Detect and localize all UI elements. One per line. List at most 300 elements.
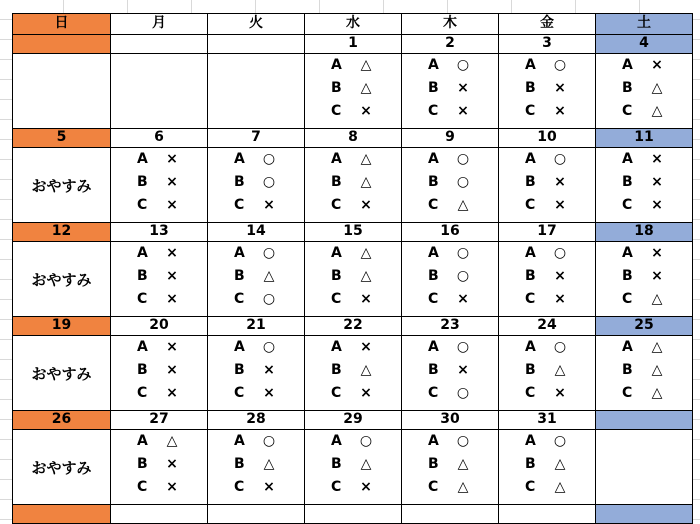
availability-mark: × <box>360 385 372 401</box>
availability-entry <box>402 430 498 453</box>
availability-entry <box>305 453 401 476</box>
availability-mark: ○ <box>553 151 567 167</box>
availability-entry <box>596 148 692 171</box>
availability-mark: × <box>166 385 178 401</box>
date-cell: 16 <box>402 223 499 242</box>
slot-label: A <box>331 339 342 355</box>
weekday-header: 月 <box>111 14 208 35</box>
availability-mark: △ <box>360 268 372 284</box>
availability-entry <box>499 359 595 382</box>
availability-entry <box>305 265 401 288</box>
availability-mark: ○ <box>553 57 567 73</box>
availability-entry <box>402 359 498 382</box>
slot-label: B <box>331 362 342 378</box>
slot-label: B <box>331 456 342 472</box>
day-schedule-cell <box>208 148 305 223</box>
day-off-label: おやすみ <box>31 270 92 289</box>
date-cell <box>13 505 111 524</box>
availability-entry <box>208 336 304 359</box>
day-schedule-cell <box>305 336 402 411</box>
availability-mark: × <box>360 339 372 355</box>
slot-label: C <box>331 197 342 213</box>
slot-label: B <box>622 174 633 190</box>
availability-entry <box>208 359 304 382</box>
date-row <box>13 223 693 242</box>
day-schedule-cell <box>111 336 208 411</box>
slot-label: C <box>234 197 245 213</box>
availability-mark: × <box>360 291 372 307</box>
slot-label: A <box>525 433 536 449</box>
schedule-row <box>13 242 693 317</box>
slot-label: A <box>137 433 148 449</box>
day-off-label: おやすみ <box>31 458 92 477</box>
availability-entry <box>305 54 401 77</box>
availability-entry <box>305 100 401 123</box>
day-schedule-cell <box>111 430 208 505</box>
availability-entry <box>111 288 207 311</box>
availability-entry <box>208 288 304 311</box>
day-off-label: おやすみ <box>31 364 92 383</box>
availability-mark: × <box>554 268 566 284</box>
slot-label: C <box>622 197 633 213</box>
slot-label: A <box>137 151 148 167</box>
availability-mark: ○ <box>262 339 276 355</box>
day-schedule-cell <box>305 430 402 505</box>
availability-entry <box>499 77 595 100</box>
availability-entry <box>208 382 304 405</box>
slot-label: B <box>622 268 633 284</box>
slot-label: B <box>234 456 245 472</box>
slot-label: A <box>428 245 439 261</box>
availability-mark: △ <box>360 362 372 378</box>
availability-mark: × <box>166 174 178 190</box>
date-cell: 10 <box>499 129 596 148</box>
availability-mark: △ <box>651 291 663 307</box>
slot-label: C <box>428 385 439 401</box>
slot-label: C <box>525 479 536 495</box>
day-schedule-cell <box>208 336 305 411</box>
date-cell: 18 <box>596 223 693 242</box>
slot-label: B <box>234 174 245 190</box>
availability-entry <box>499 288 595 311</box>
schedule-row <box>13 430 693 505</box>
availability-entry <box>208 171 304 194</box>
availability-entry <box>596 336 692 359</box>
availability-mark: △ <box>651 103 663 119</box>
slot-label: B <box>137 174 148 190</box>
availability-mark: × <box>263 479 275 495</box>
day-schedule-cell <box>402 430 499 505</box>
day-schedule-cell <box>596 336 693 411</box>
date-row <box>13 505 693 524</box>
date-cell: 14 <box>208 223 305 242</box>
availability-entry <box>111 194 207 217</box>
availability-entry <box>111 359 207 382</box>
availability-entry <box>402 288 498 311</box>
availability-mark: × <box>554 103 566 119</box>
date-cell <box>111 35 208 54</box>
slot-label: C <box>331 479 342 495</box>
availability-mark: ○ <box>456 245 470 261</box>
slot-label: A <box>137 339 148 355</box>
availability-mark: △ <box>554 456 566 472</box>
day-schedule-cell <box>499 430 596 505</box>
slot-label: C <box>428 291 439 307</box>
availability-entry <box>111 336 207 359</box>
availability-entry <box>305 148 401 171</box>
availability-entry <box>208 453 304 476</box>
slot-label: C <box>525 291 536 307</box>
slot-label: B <box>331 268 342 284</box>
weekday-header: 木 <box>402 14 499 35</box>
availability-entry <box>402 453 498 476</box>
availability-mark: △ <box>457 479 469 495</box>
availability-mark: ○ <box>456 151 470 167</box>
availability-entry <box>402 77 498 100</box>
day-schedule-cell <box>402 336 499 411</box>
availability-entry <box>111 382 207 405</box>
availability-mark: × <box>166 245 178 261</box>
slot-label: C <box>525 385 536 401</box>
availability-entry <box>111 453 207 476</box>
date-cell: 15 <box>305 223 402 242</box>
day-schedule-cell <box>111 242 208 317</box>
availability-entry <box>499 148 595 171</box>
slot-label: B <box>137 268 148 284</box>
slot-label: C <box>428 479 439 495</box>
slot-label: A <box>331 151 342 167</box>
date-cell: 31 <box>499 411 596 430</box>
availability-mark: × <box>651 174 663 190</box>
slot-label: B <box>525 80 536 96</box>
availability-mark: △ <box>457 456 469 472</box>
availability-mark: △ <box>166 433 178 449</box>
availability-entry <box>499 194 595 217</box>
slot-label: B <box>234 268 245 284</box>
slot-label: A <box>622 245 633 261</box>
availability-entry <box>499 265 595 288</box>
availability-entry <box>208 265 304 288</box>
availability-mark: ○ <box>262 433 276 449</box>
availability-mark: × <box>554 385 566 401</box>
weekday-header-row <box>13 14 693 35</box>
slot-label: C <box>331 103 342 119</box>
availability-entry <box>499 476 595 499</box>
availability-mark: ○ <box>262 151 276 167</box>
slot-label: A <box>428 57 439 73</box>
weekday-header: 土 <box>596 14 693 35</box>
availability-mark: × <box>263 385 275 401</box>
availability-entry <box>111 148 207 171</box>
date-cell: 9 <box>402 129 499 148</box>
availability-entry <box>305 194 401 217</box>
availability-mark: × <box>166 197 178 213</box>
availability-mark: × <box>360 197 372 213</box>
availability-entry <box>499 430 595 453</box>
slot-label: A <box>234 339 245 355</box>
date-cell: 1 <box>305 35 402 54</box>
availability-entry <box>402 100 498 123</box>
availability-entry <box>111 476 207 499</box>
availability-entry <box>208 242 304 265</box>
date-cell <box>499 505 596 524</box>
availability-entry <box>305 359 401 382</box>
availability-entry <box>596 194 692 217</box>
slot-label: C <box>137 479 148 495</box>
day-off-label: おやすみ <box>31 176 92 195</box>
availability-mark: △ <box>263 456 275 472</box>
date-cell: 19 <box>13 317 111 336</box>
date-row <box>13 411 693 430</box>
date-cell: 12 <box>13 223 111 242</box>
date-cell: 7 <box>208 129 305 148</box>
slot-label: A <box>234 433 245 449</box>
slot-label: B <box>525 174 536 190</box>
slot-label: C <box>137 291 148 307</box>
slot-label: C <box>428 103 439 119</box>
availability-mark: ○ <box>262 174 276 190</box>
day-schedule-cell <box>13 430 111 505</box>
availability-entry <box>305 77 401 100</box>
slot-label: A <box>622 57 633 73</box>
availability-mark: × <box>651 57 663 73</box>
day-schedule-cell <box>111 54 208 129</box>
slot-label: A <box>622 151 633 167</box>
availability-entry <box>402 148 498 171</box>
availability-mark: × <box>554 291 566 307</box>
day-schedule-cell <box>499 242 596 317</box>
availability-mark: × <box>360 479 372 495</box>
availability-mark: △ <box>263 268 275 284</box>
day-schedule-cell <box>305 148 402 223</box>
date-cell: 3 <box>499 35 596 54</box>
date-cell <box>111 505 208 524</box>
availability-mark: ○ <box>456 433 470 449</box>
day-schedule-cell <box>499 54 596 129</box>
availability-entry <box>402 54 498 77</box>
availability-mark: × <box>166 151 178 167</box>
availability-entry <box>305 336 401 359</box>
slot-label: B <box>428 268 439 284</box>
calendar-grid <box>13 14 693 524</box>
slot-label: A <box>331 245 342 261</box>
availability-entry <box>596 382 692 405</box>
availability-mark: ○ <box>553 245 567 261</box>
availability-entry <box>305 382 401 405</box>
slot-label: B <box>137 456 148 472</box>
availability-entry <box>111 242 207 265</box>
availability-mark: △ <box>651 339 663 355</box>
slot-label: C <box>525 197 536 213</box>
date-cell: 28 <box>208 411 305 430</box>
availability-mark: ○ <box>262 245 276 261</box>
slot-label: B <box>622 80 633 96</box>
slot-label: C <box>137 385 148 401</box>
date-row <box>13 35 693 54</box>
availability-mark: ○ <box>359 433 373 449</box>
availability-mark: × <box>457 362 469 378</box>
weekday-header: 水 <box>305 14 402 35</box>
availability-entry <box>596 77 692 100</box>
availability-mark: × <box>166 362 178 378</box>
availability-mark: × <box>457 80 469 96</box>
schedule-row <box>13 148 693 223</box>
availability-entry <box>499 382 595 405</box>
availability-entry <box>402 171 498 194</box>
date-row <box>13 317 693 336</box>
availability-mark: × <box>651 245 663 261</box>
date-row <box>13 129 693 148</box>
date-cell: 13 <box>111 223 208 242</box>
slot-label: B <box>428 80 439 96</box>
date-cell: 6 <box>111 129 208 148</box>
availability-entry <box>402 336 498 359</box>
availability-entry <box>596 100 692 123</box>
availability-mark: △ <box>457 197 469 213</box>
slot-label: B <box>331 174 342 190</box>
day-schedule-cell <box>499 336 596 411</box>
slot-label: C <box>622 103 633 119</box>
availability-mark: × <box>554 80 566 96</box>
day-schedule-cell <box>13 242 111 317</box>
availability-entry <box>208 194 304 217</box>
date-cell: 27 <box>111 411 208 430</box>
availability-entry <box>305 476 401 499</box>
date-cell: 17 <box>499 223 596 242</box>
availability-entry <box>596 288 692 311</box>
availability-entry <box>499 100 595 123</box>
availability-mark: × <box>651 268 663 284</box>
date-cell: 5 <box>13 129 111 148</box>
availability-mark: × <box>166 291 178 307</box>
weekday-header: 火 <box>208 14 305 35</box>
availability-entry <box>596 265 692 288</box>
slot-label: B <box>234 362 245 378</box>
date-cell: 26 <box>13 411 111 430</box>
day-schedule-cell <box>499 148 596 223</box>
availability-mark: ○ <box>456 174 470 190</box>
availability-entry <box>208 476 304 499</box>
availability-entry <box>111 171 207 194</box>
availability-mark: × <box>263 197 275 213</box>
availability-entry <box>596 54 692 77</box>
day-schedule-cell <box>596 54 693 129</box>
slot-label: A <box>234 151 245 167</box>
slot-label: A <box>234 245 245 261</box>
day-schedule-cell <box>111 148 208 223</box>
availability-entry <box>111 430 207 453</box>
availability-entry <box>402 242 498 265</box>
date-cell: 4 <box>596 35 693 54</box>
availability-mark: × <box>554 197 566 213</box>
day-schedule-cell <box>402 148 499 223</box>
availability-entry <box>402 382 498 405</box>
availability-entry <box>499 336 595 359</box>
slot-label: A <box>137 245 148 261</box>
slot-label: B <box>622 362 633 378</box>
availability-mark: × <box>166 456 178 472</box>
slot-label: C <box>331 291 342 307</box>
date-cell <box>305 505 402 524</box>
day-schedule-cell <box>305 54 402 129</box>
schedule-row <box>13 336 693 411</box>
availability-mark: ○ <box>553 339 567 355</box>
availability-mark: ○ <box>262 291 276 307</box>
slot-label: B <box>525 362 536 378</box>
availability-mark: ○ <box>456 385 470 401</box>
day-schedule-cell <box>208 54 305 129</box>
date-cell: 2 <box>402 35 499 54</box>
day-schedule-cell <box>596 430 693 505</box>
slot-label: C <box>234 291 245 307</box>
date-cell: 23 <box>402 317 499 336</box>
availability-entry <box>499 242 595 265</box>
slot-label: C <box>137 197 148 213</box>
day-schedule-cell <box>305 242 402 317</box>
availability-entry <box>596 171 692 194</box>
day-schedule-cell <box>402 242 499 317</box>
slot-label: B <box>331 80 342 96</box>
availability-mark: △ <box>651 385 663 401</box>
availability-entry <box>111 265 207 288</box>
availability-mark: × <box>263 362 275 378</box>
availability-entry <box>596 242 692 265</box>
availability-entry <box>305 171 401 194</box>
slot-label: A <box>331 433 342 449</box>
availability-mark: △ <box>360 245 372 261</box>
date-cell <box>208 35 305 54</box>
slot-label: A <box>622 339 633 355</box>
day-schedule-cell <box>402 54 499 129</box>
date-cell: 29 <box>305 411 402 430</box>
date-cell: 24 <box>499 317 596 336</box>
availability-entry <box>305 430 401 453</box>
availability-mark: ○ <box>456 268 470 284</box>
availability-mark: × <box>554 174 566 190</box>
availability-mark: △ <box>360 151 372 167</box>
availability-entry <box>499 171 595 194</box>
availability-mark: ○ <box>456 339 470 355</box>
availability-mark: △ <box>360 456 372 472</box>
slot-label: C <box>622 291 633 307</box>
availability-entry <box>499 453 595 476</box>
slot-label: C <box>234 479 245 495</box>
date-cell <box>402 505 499 524</box>
availability-entry <box>305 288 401 311</box>
availability-mark: × <box>166 339 178 355</box>
date-cell <box>596 411 693 430</box>
availability-entry <box>402 194 498 217</box>
slot-label: A <box>525 339 536 355</box>
slot-label: A <box>525 151 536 167</box>
availability-entry <box>208 430 304 453</box>
date-cell: 11 <box>596 129 693 148</box>
slot-label: A <box>428 151 439 167</box>
availability-mark: × <box>651 197 663 213</box>
weekday-header: 日 <box>13 14 111 35</box>
day-schedule-cell <box>596 242 693 317</box>
slot-label: B <box>428 362 439 378</box>
slot-label: C <box>525 103 536 119</box>
availability-mark: × <box>457 291 469 307</box>
schedule-row <box>13 54 693 129</box>
slot-label: C <box>331 385 342 401</box>
availability-mark: △ <box>651 80 663 96</box>
date-cell: 8 <box>305 129 402 148</box>
slot-label: A <box>525 245 536 261</box>
slot-label: B <box>428 456 439 472</box>
day-schedule-cell <box>596 148 693 223</box>
